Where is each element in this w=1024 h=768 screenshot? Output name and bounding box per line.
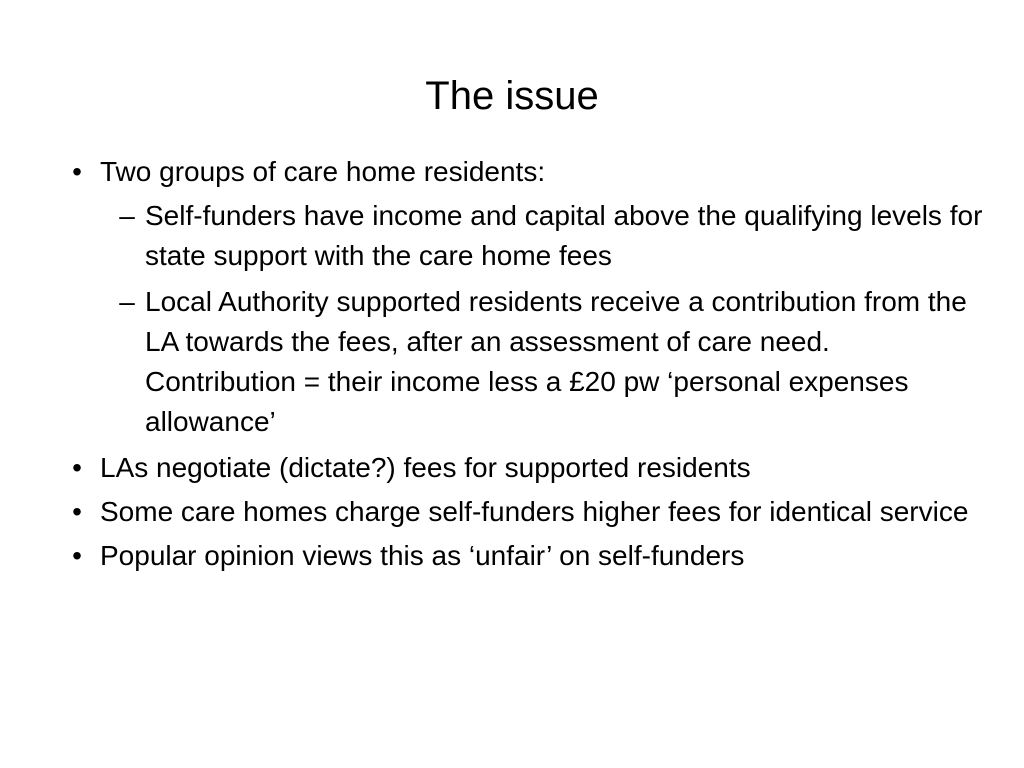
bullet-text: Two groups of care home residents:: [100, 156, 546, 187]
bullet-icon: •: [72, 452, 82, 483]
sub-bullet-item-la-supported: [62, 282, 987, 442]
dash-icon: –: [119, 286, 135, 317]
slide-title: The issue: [425, 74, 599, 118]
sub-bullet-text: Self-funders have income and capital above the qualifying levels for state support with the care home fees: [145, 200, 983, 271]
bullet-item-la-fees: [62, 448, 982, 488]
bullet-text: Some care homes charge self-funders higher fees for identical service: [100, 496, 969, 527]
bullet-item-care-home-groups: [62, 152, 982, 442]
sub-bullet-list: [100, 196, 982, 442]
sub-bullet-item-self-funders: [62, 196, 987, 276]
sub-bullet-text: Local Authority supported residents receive a contribution from the LA towards the fees, after an assessment of care need. Contribution = their income less a £20 pw ‘personal expenses allowance’: [145, 286, 967, 437]
bullet-icon: •: [72, 496, 82, 527]
bullet-item-popular-opinion: [62, 536, 982, 576]
bullet-text: LAs negotiate (dictate?) fees for supported residents: [100, 452, 751, 483]
bullet-icon: •: [72, 540, 82, 571]
bullet-list: [62, 152, 982, 576]
bullet-icon: •: [72, 156, 82, 187]
slide-content: [62, 152, 982, 580]
bullet-item-higher-fees: [62, 492, 982, 532]
dash-icon: –: [119, 200, 135, 231]
bullet-text: Popular opinion views this as ‘unfair’ on self-funders: [100, 540, 745, 571]
